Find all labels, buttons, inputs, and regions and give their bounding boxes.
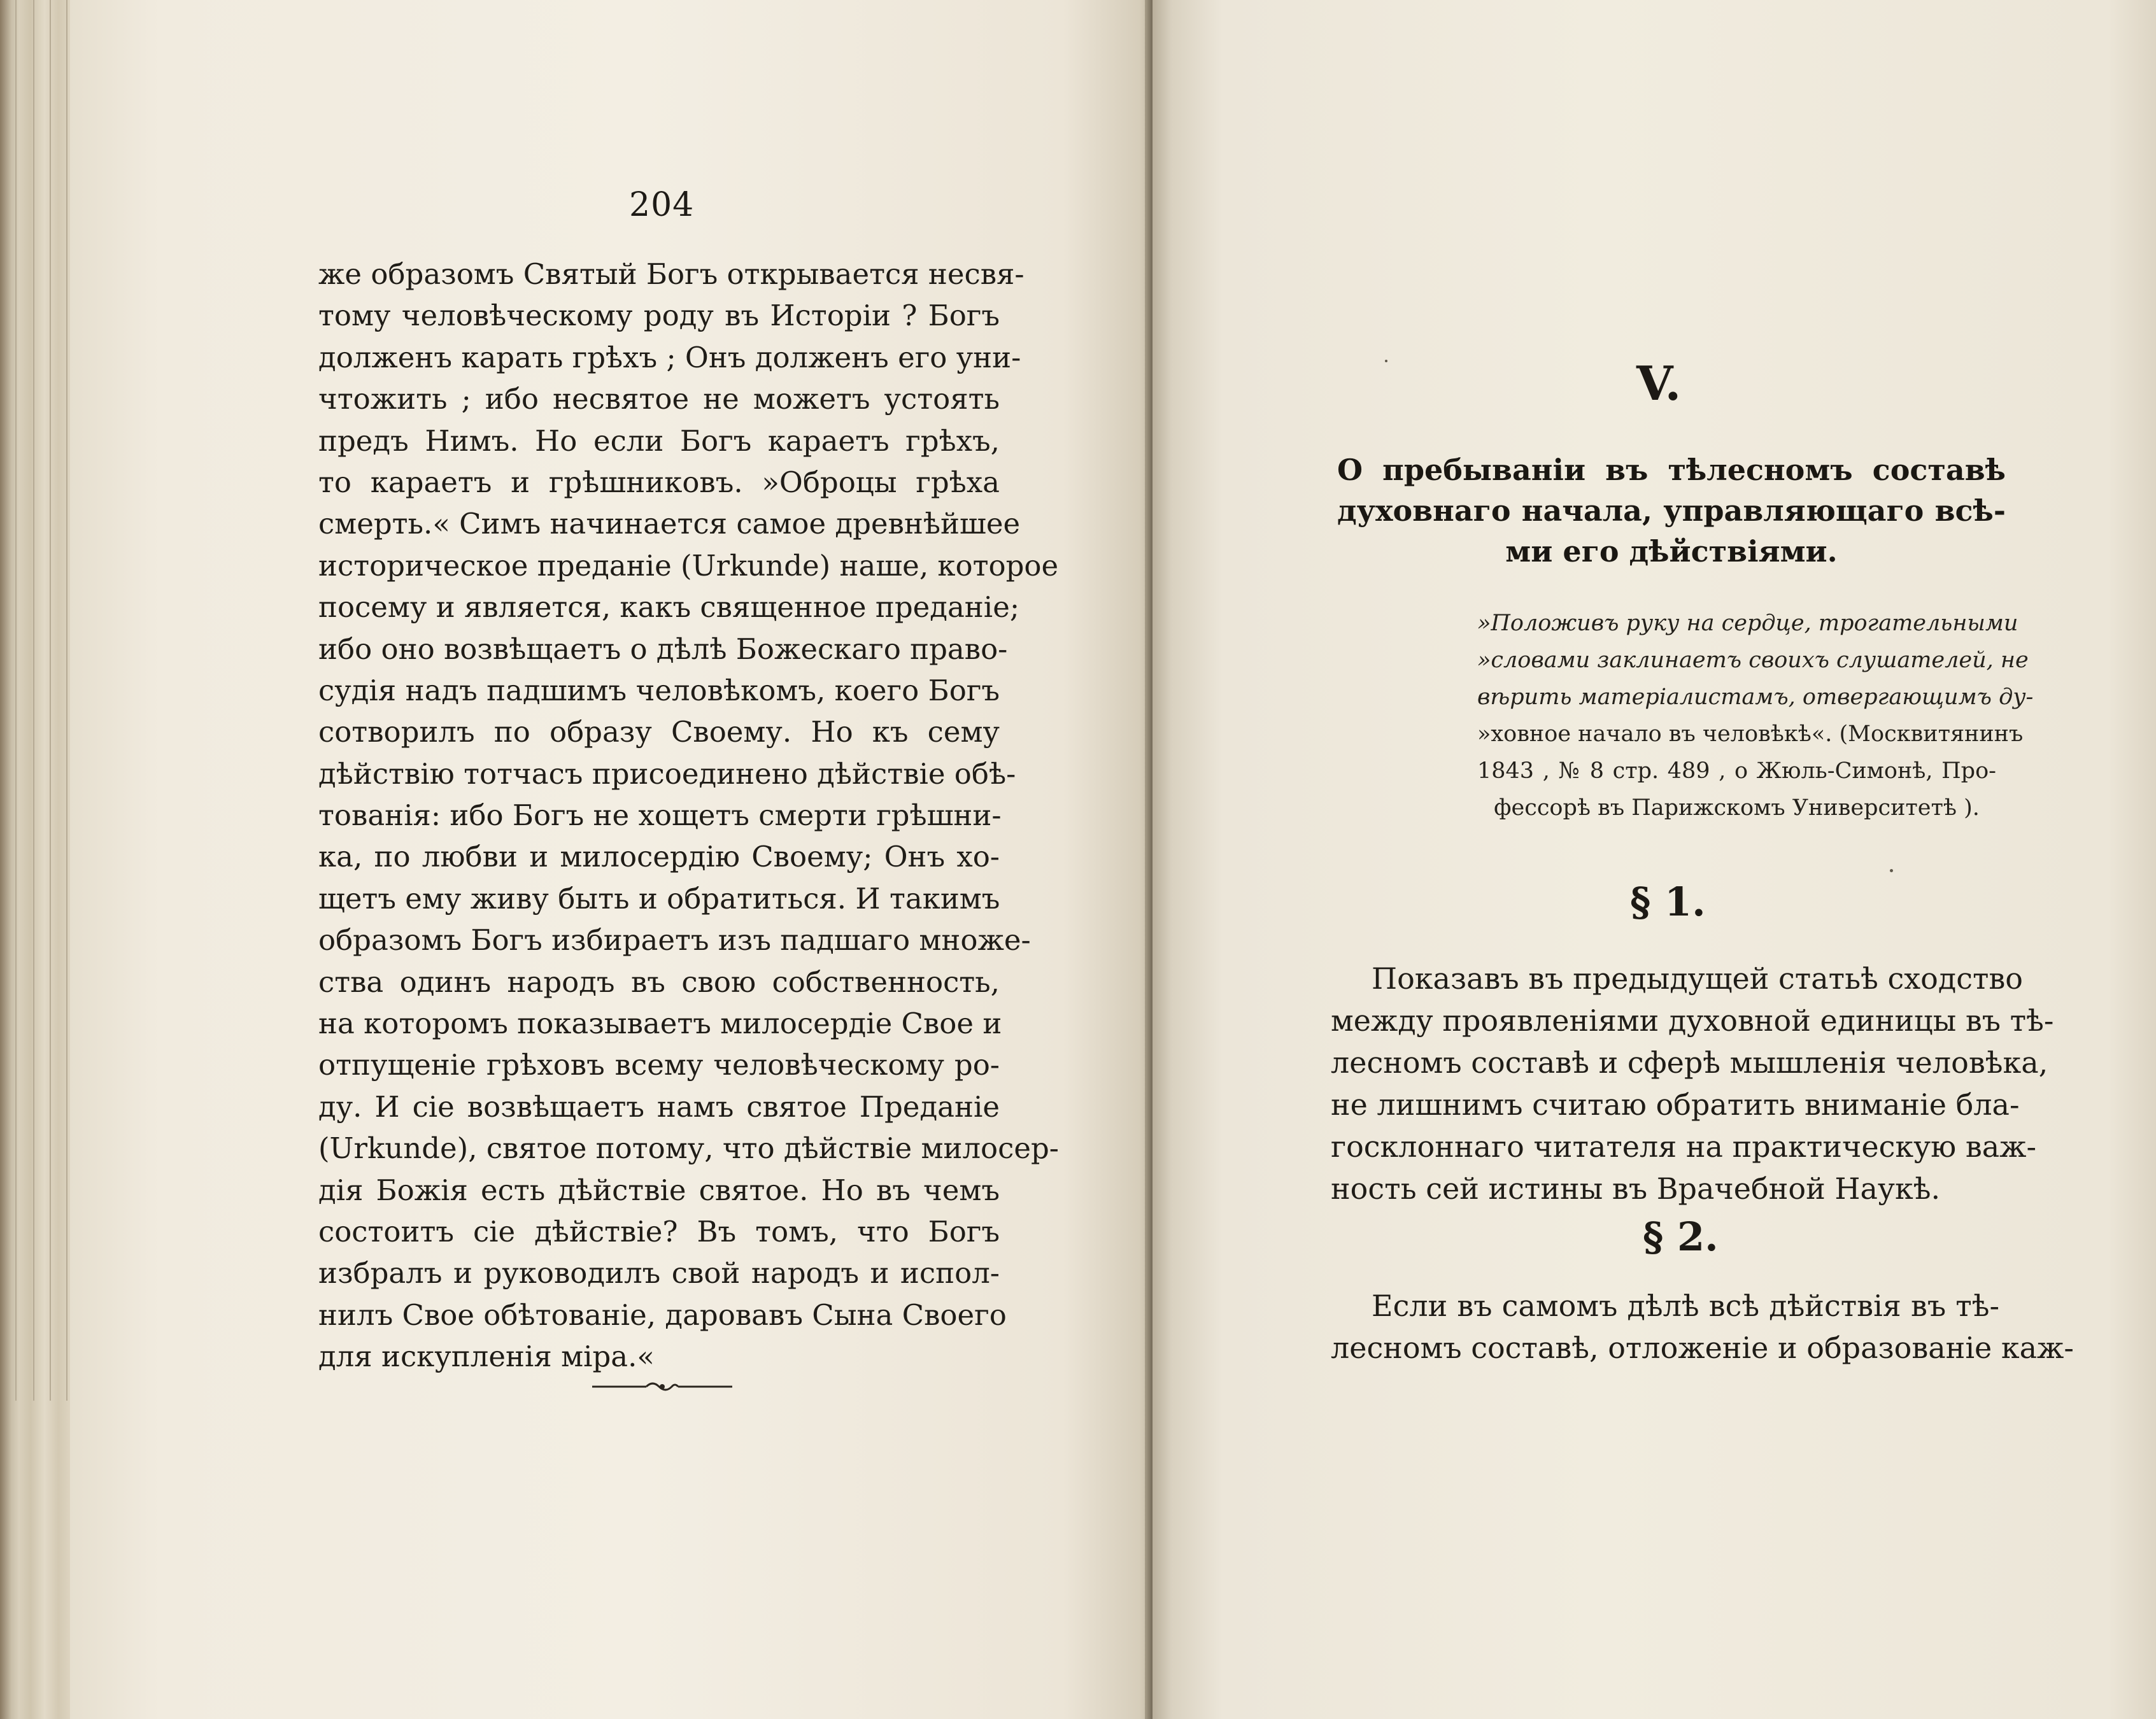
text-line: для искупленія міра.« xyxy=(318,1340,655,1374)
text-line: ибо оно возвѣщаетъ о дѣлѣ Божескаго право- xyxy=(318,632,1008,666)
edge-line xyxy=(33,0,34,1401)
section-2-mark: § 2. xyxy=(1643,1213,1719,1260)
text-line: щетъ ему живу быть и обратиться. И такимъ xyxy=(318,881,1000,916)
text-line: историческое преданіе (Urkunde) наше, которое xyxy=(318,548,1059,583)
text-line: лесномъ составѣ и сферѣ мышленія человѣка, xyxy=(1331,1045,2048,1080)
text-line: состоитъ сіе дѣйствіе? Въ томъ, что Богъ xyxy=(318,1214,1000,1249)
text-line: ства одинъ народъ въ свою собственность, xyxy=(318,965,1000,999)
text-line: отпущеніе грѣховъ всему человѣческому ро- xyxy=(318,1048,1000,1082)
chapter-number: V. xyxy=(1636,357,1682,411)
text-line: тому человѣческому роду въ Исторіи ? Богъ xyxy=(318,299,1000,333)
heading-line: ми его дѣйствіями. xyxy=(1505,534,1838,569)
section-1-text xyxy=(1331,958,2054,1210)
ink-speck xyxy=(1385,360,1387,362)
ink-speck xyxy=(1890,869,1893,872)
text-line: Показавъ въ предыдущей статьѣ сходство xyxy=(1372,961,2024,996)
text-line: нилъ Свое обѣтованіе, даровавъ Сына Своего xyxy=(318,1298,1007,1332)
text-line: смерть.« Симъ начинается самое древнѣйшее xyxy=(318,507,1021,541)
text-line: не лишнимъ считаю обратить вниманіе бла- xyxy=(1331,1087,2020,1122)
epigraph-line: 1843 , № 8 стр. 489 , о Жюль-Симонѣ, Про- xyxy=(1477,758,1996,784)
text-line: долженъ карать грѣхъ ; Онъ долженъ его уни- xyxy=(318,340,1021,374)
edge-line xyxy=(66,0,67,1401)
heading-line: О пребываніи въ тѣлесномъ составѣ xyxy=(1337,453,2006,487)
text-line: Если въ самомъ дѣлѣ всѣ дѣйствія въ тѣ- xyxy=(1372,1289,1999,1323)
edge-line xyxy=(50,0,51,1401)
text-line: избралъ и руководилъ свой народъ и испол- xyxy=(318,1256,1000,1291)
epigraph-line: »Положивъ руку на сердце, трогательными xyxy=(1477,611,2018,636)
page-number: 204 xyxy=(629,186,695,224)
edge-line xyxy=(15,0,17,1401)
epigraph-line: вѣрить матеріалистамъ, отвергающимъ ду- xyxy=(1477,684,2034,710)
text-line: ду. И сіе возвѣщаетъ намъ святое Преданіе xyxy=(318,1089,1000,1124)
text-line: тованія: ибо Богъ не хощетъ смерти грѣшни- xyxy=(318,798,1002,833)
text-line: сотворилъ по образу Своему. Но къ сему xyxy=(318,715,1000,749)
text-line: (Urkunde), святое потому, что дѣйствіе милосер- xyxy=(318,1131,1059,1166)
text-line: между проявленіями духовной единицы въ тѣ- xyxy=(1331,1003,2054,1038)
left-page-text xyxy=(318,253,1059,1378)
epigraph-line: »ховное начало въ человѣкѣ«. (Москвитянинъ xyxy=(1477,721,2024,747)
right-page xyxy=(1152,0,2156,1719)
text-line: чтожить ; ибо несвятое не можетъ устоять xyxy=(318,382,1000,416)
text-line: же образомъ Святый Богъ открывается несвя- xyxy=(318,257,1025,291)
epigraph-line: фессорѣ въ Парижскомъ Университетѣ ). xyxy=(1494,795,1980,821)
text-line: лесномъ составѣ, отложеніе и образованіе каж- xyxy=(1331,1331,2074,1365)
text-line: на которомъ показываетъ милосердіе Свое и xyxy=(318,1007,1002,1041)
section-2-text xyxy=(1331,1285,2074,1369)
text-line: ность сей истины въ Врачебной Наукѣ. xyxy=(1331,1171,1941,1206)
chapter-heading xyxy=(1337,449,2006,572)
heading-line: духовнаго начала, управляющаго всѣ- xyxy=(1337,493,2006,528)
epigraph xyxy=(1477,605,2034,826)
text-line: посему и является, какъ священное преданіе; xyxy=(318,590,1019,625)
ornament-divider xyxy=(592,1380,732,1393)
text-line: дѣйствію тотчасъ присоединено дѣйствіе обѣ- xyxy=(318,756,1016,791)
text-line: то караетъ и грѣшниковъ. »Оброцы грѣха xyxy=(318,465,1000,499)
text-line: образомъ Богъ избираетъ изъ падшаго множе- xyxy=(318,923,1031,958)
text-line: судія надъ падшимъ человѣкомъ, коего Богъ xyxy=(318,673,1000,707)
text-line: предъ Нимъ. Но если Богъ караетъ грѣхъ, xyxy=(318,423,1000,458)
text-line: госклоннаго читателя на практическую важ- xyxy=(1331,1129,2037,1164)
epigraph-line: »словами заклинаетъ своихъ слушателей, не xyxy=(1477,647,2029,673)
text-line: ка, по любви и милосердію Своему; Онъ хо- xyxy=(318,840,1000,874)
section-1-mark: § 1. xyxy=(1630,879,1706,925)
text-line: дія Божія есть дѣйствіе святое. Но въ чемъ xyxy=(318,1173,1000,1207)
